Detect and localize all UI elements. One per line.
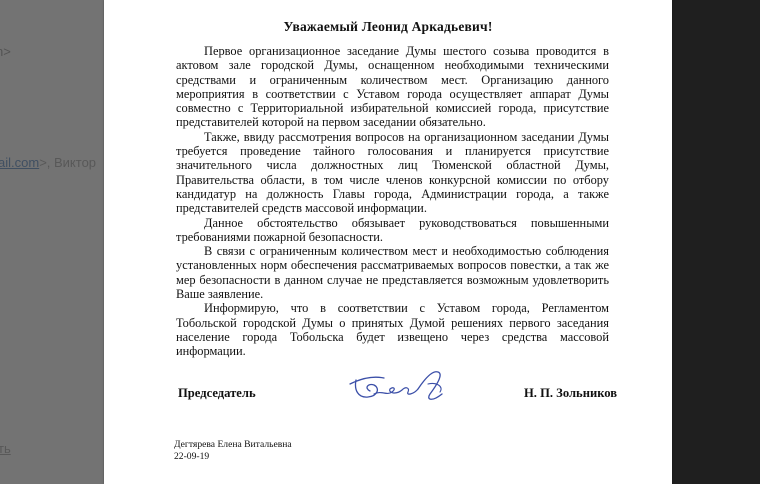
letter-paragraph: Данное обстоятельство обязывает руководствоваться повышенными требованиями пожарной безопасности.	[176, 215, 609, 244]
letter-paragraph: Также, ввиду рассмотрения вопросов на организационном заседании Думы требуется проведение тайного голосования и планируется присутствие значительного числа должностных лиц Тюменской областной Думы, Правительства области, в том числе членов конкурсной комиссии по отбору кандидатур на должность Главы города, Администрации города, а также представителей средств массовой информации.	[176, 129, 609, 216]
letter-image	[104, 0, 672, 484]
handwritten-signature	[340, 364, 470, 408]
performer-name: Дегтярева Елена Витальевна	[174, 439, 292, 450]
letter-paragraph: Информирую, что в соответствии с Уставом города, Регламентом Тобольской городской Думы о принятых Думой решениях первого заседания население города Тобольска будет извещено через средства массовой информации.	[176, 301, 609, 359]
viewer-overlay-right[interactable]	[672, 0, 760, 484]
performer-date: 22-09-19	[174, 450, 210, 462]
letter-paragraph: Первое организационное заседание Думы шестого созыва проводится в актовом зале городской Думы, оснащенном необходимыми техническими средствами и ограниченным количеством мест. Организацию данного мероприятия в соответствии с Уставом города осуществляет аппарат Думы совместно с Территориальной избирательной комиссией города, присутствие представителей которой на первом заседании обязательно.	[176, 44, 609, 130]
viewer-overlay-left[interactable]	[0, 0, 104, 484]
signatory-name: Н. П. Зольников	[524, 386, 618, 400]
letter-body	[176, 44, 609, 359]
performer-block	[174, 439, 292, 462]
letter-paragraph: В связи с ограниченным количеством мест и необходимостью соблюдения установленных норм обеспечения рассматриваемых вопросов повестки, а так же мер безопасности в данном случае не представляется возможным удовлетворить Ваше заявление.	[176, 244, 609, 302]
signatory-role: Председатель	[178, 386, 256, 400]
letter-greeting: Уважаемый Леонид Аркадьевич!	[283, 19, 493, 34]
